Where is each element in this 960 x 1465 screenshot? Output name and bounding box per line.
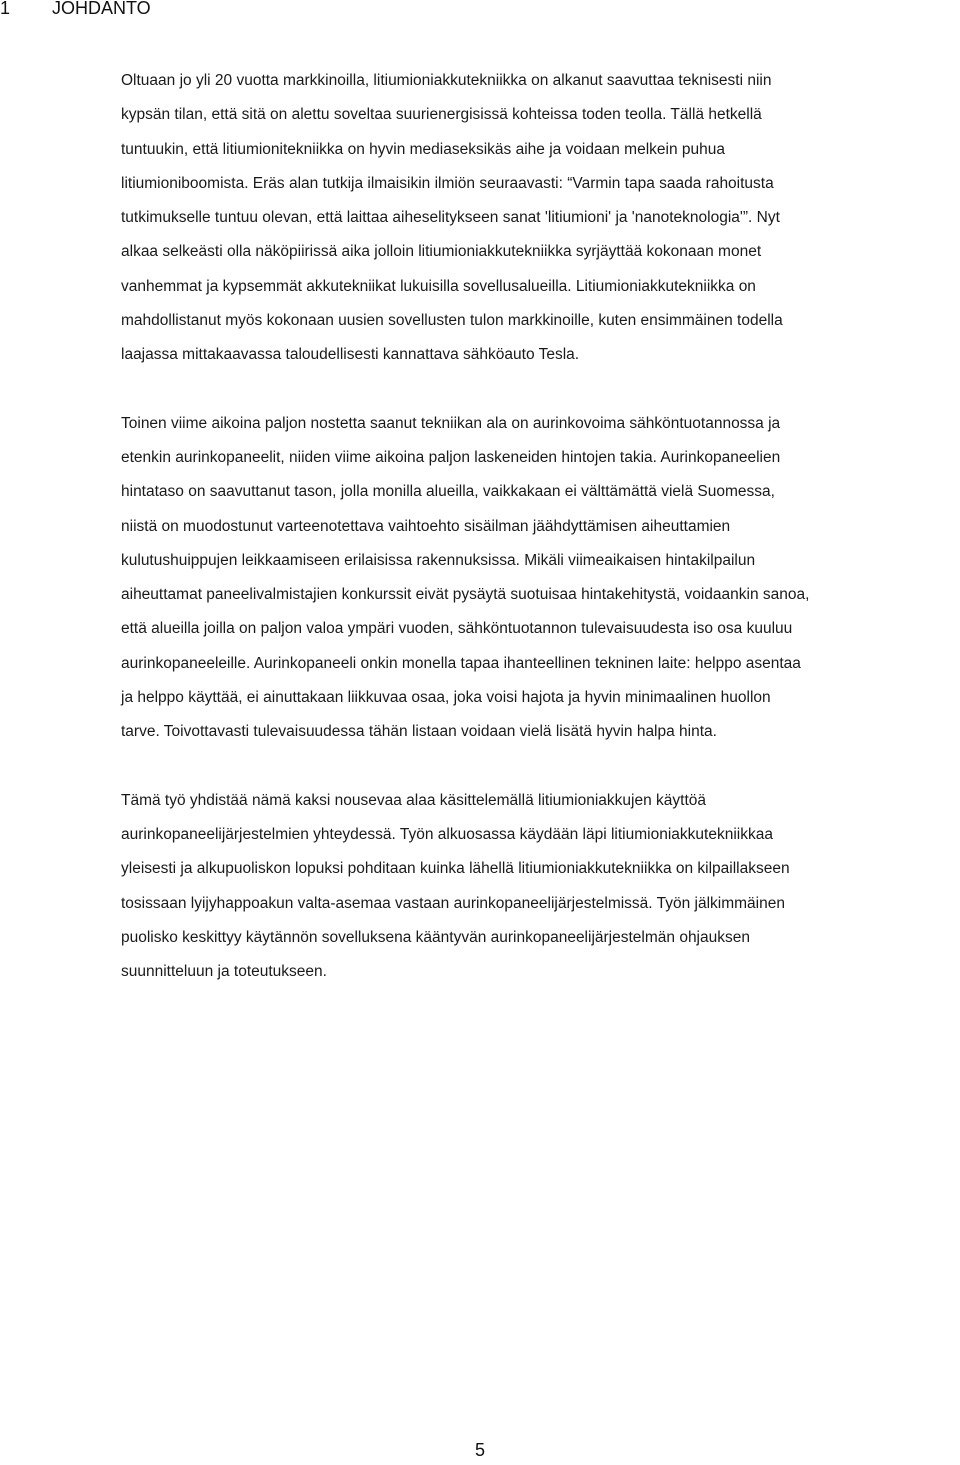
text-line: alkaa selkeästi olla näköpiirissä aika jolloin litiumioniakkutekniikka syrjäyttää kokonaan monet	[121, 243, 762, 261]
page-number: 5	[474, 1440, 485, 1460]
text-line: vanhemmat ja kypsemmät akkutekniikat lukuisilla sovellusalueilla. Litiumioniakkutekniikka on	[121, 277, 756, 295]
chapter-title: JOHDANTO	[52, 0, 151, 18]
text-line: aurinkopaneelijärjestelmien yhteydessä. Työn alkuosassa käydään läpi litiumioniakkutekniikkaa	[121, 825, 773, 843]
text-line: kulutushuippujen leikkaamiseen erilaisissa rakennuksissa. Mikäli viimeaikaisen hintakilpailun	[121, 551, 756, 569]
text-line: Oltuaan jo yli 20 vuotta markkinoilla, litiumioniakkutekniikka on alkanut saavuttaa teknisesti niin	[121, 72, 772, 89]
text-line: ja helppo käyttää, ei ainuttakaan liikkuvaa osaa, joka voisi hajota ja hyvin minimaalinen huollon	[121, 689, 771, 707]
text-line: hintataso on saavuttanut tason, jolla monilla alueilla, vaikkakaan ei välttämättä vielä Suomessa,	[121, 483, 775, 501]
text-line: mahdollistanut myös kokonaan uusien sovellusten tulon markkinoille, kuten ensimmäinen todella	[121, 312, 783, 330]
text-line: suunnitteluun ja toteutukseen.	[121, 963, 327, 981]
paragraph-3	[121, 784, 957, 990]
paragraph-1	[121, 64, 957, 373]
text-line: että alueilla joilla on paljon valoa ympäri vuoden, sähköntuotannon tulevaisuudesta iso osa kuuluu	[121, 620, 793, 638]
paragraph-2	[121, 407, 957, 750]
body-text	[121, 64, 957, 1023]
text-line: aiheuttamat paneelivalmistajien konkurssit eivät pysäytä suotuisaa hintakehitystä, voidaankin sanoa,	[121, 586, 810, 604]
text-line: niistä on muodostunut varteenotettava vaihtoehto sisäilman jäähdyttämisen aiheuttamien	[121, 517, 731, 535]
text-line: litiumioniboomista. Eräs alan tutkija ilmaisikin ilmiön seuraavasti: “Varmin tapa saada rahoitusta	[121, 174, 774, 192]
text-line: aurinkopaneeleille. Aurinkopaneeli onkin monella tapaa ihanteellinen tekninen laite: helppo asentaa	[121, 654, 801, 672]
text-line: Toinen viime aikoina paljon nostetta saanut tekniikan ala on aurinkovoima sähköntuotannossa ja	[121, 414, 781, 432]
text-line: etenkin aurinkopaneelit, niiden viime aikoina paljon laskeneiden hintojen takia. Aurinkopaneelien	[121, 448, 781, 466]
text-line: tuntuukin, että litiumionitekniikka on hyvin mediaseksikäs aihe ja voidaan melkein puhua	[121, 140, 725, 158]
text-line: tarve. Toivottavasti tulevaisuudessa tähän listaan voidaan vielä lisätä hyvin halpa hinta.	[121, 723, 717, 741]
chapter-number: 1	[0, 0, 11, 18]
chapter-heading	[0, 0, 151, 20]
text-line: puolisko keskittyy käytännön sovelluksena kääntyvän aurinkopaneelijärjestelmän ohjauksen	[121, 928, 750, 946]
text-line: tosissaan lyijyhappoakun valta-asemaa vastaan aurinkopaneelijärjestelmissä. Työn jälkimmäinen	[121, 894, 785, 912]
text-line: tutkimukselle tuntuu olevan, että laittaa aiheselitykseen sanat 'litiumioni' ja 'nanoteknologia'”. Nyt	[121, 209, 780, 227]
text-line: Tämä työ yhdistää nämä kaksi nousevaa alaa käsittelemällä litiumioniakkujen käyttöä	[121, 791, 706, 809]
text-line: laajassa mittakaavassa taloudellisesti kannattava sähköauto Tesla.	[121, 346, 580, 364]
text-line: yleisesti ja alkupuoliskon lopuksi pohditaan kuinka lähellä litiumioniakkutekniikka on kilpaillakseen	[121, 860, 790, 878]
text-line: kypsän tilan, että sitä on alettu soveltaa suurienergisissä kohteissa toden teolla. Tällä hetkellä	[121, 106, 762, 124]
